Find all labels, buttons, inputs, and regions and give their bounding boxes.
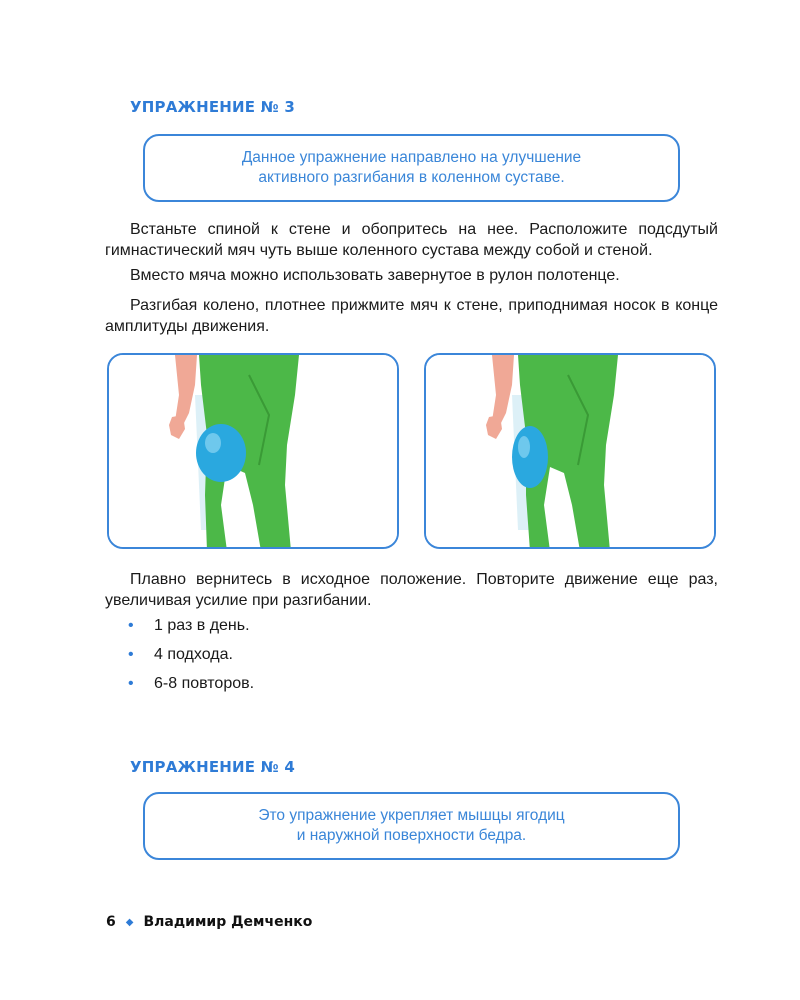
- bullet-icon: •: [128, 646, 134, 663]
- diamond-icon: ◆: [125, 916, 134, 928]
- callout-line-1: Данное упражнение направлено на улучшение: [241, 149, 582, 166]
- list-item: • 1 раз в день.: [128, 617, 250, 634]
- bullet-icon: •: [128, 617, 134, 634]
- bullet-icon: •: [128, 675, 134, 692]
- page-footer: [106, 914, 312, 930]
- instruction-paragraph-3: Разгибая колено, плотнее прижмите мяч к стене, приподнимая носок в конце амплитуды движения.: [105, 297, 718, 335]
- exercise-4-callout: [143, 792, 680, 860]
- author-name: Владимир Демченко: [143, 914, 313, 930]
- exercise-photo-start: [107, 353, 399, 549]
- instruction-paragraph-4: Плавно вернитесь в исходное положение. Повторите движение еще раз, увеличивая усилие при разгибании.: [105, 571, 718, 609]
- list-item: • 4 подхода.: [128, 646, 233, 663]
- exercise-photo-start-illustration: [109, 355, 399, 549]
- exercise-4-title: УПРАЖНЕНИЕ № 4: [130, 758, 295, 776]
- exercise-photo-end-illustration: [426, 355, 716, 549]
- exercise-3-callout: [143, 134, 680, 202]
- exercise-photo-end: [424, 353, 716, 549]
- list-item: • 6-8 повторов.: [128, 675, 255, 692]
- callout-line-2: активного разгибания в коленном суставе.: [258, 169, 565, 186]
- callout-line-2: и наружной поверхности бедра.: [296, 827, 527, 844]
- instruction-paragraph-2: Вместо мяча можно использовать завернутое в рулон полотенце.: [130, 267, 620, 284]
- callout-line-1: Это упражнение укрепляет мышцы ягодиц: [258, 807, 565, 824]
- exercise-3-title: УПРАЖНЕНИЕ № 3: [130, 98, 295, 116]
- instruction-paragraph-1: Встаньте спиной к стене и обопритесь на нее. Расположите подсдутый гимнастический мяч чуть выше коленного сустава между собой и стеной.: [105, 221, 718, 259]
- exercise-3-parameters: [128, 615, 254, 702]
- page-number: 6: [106, 914, 116, 930]
